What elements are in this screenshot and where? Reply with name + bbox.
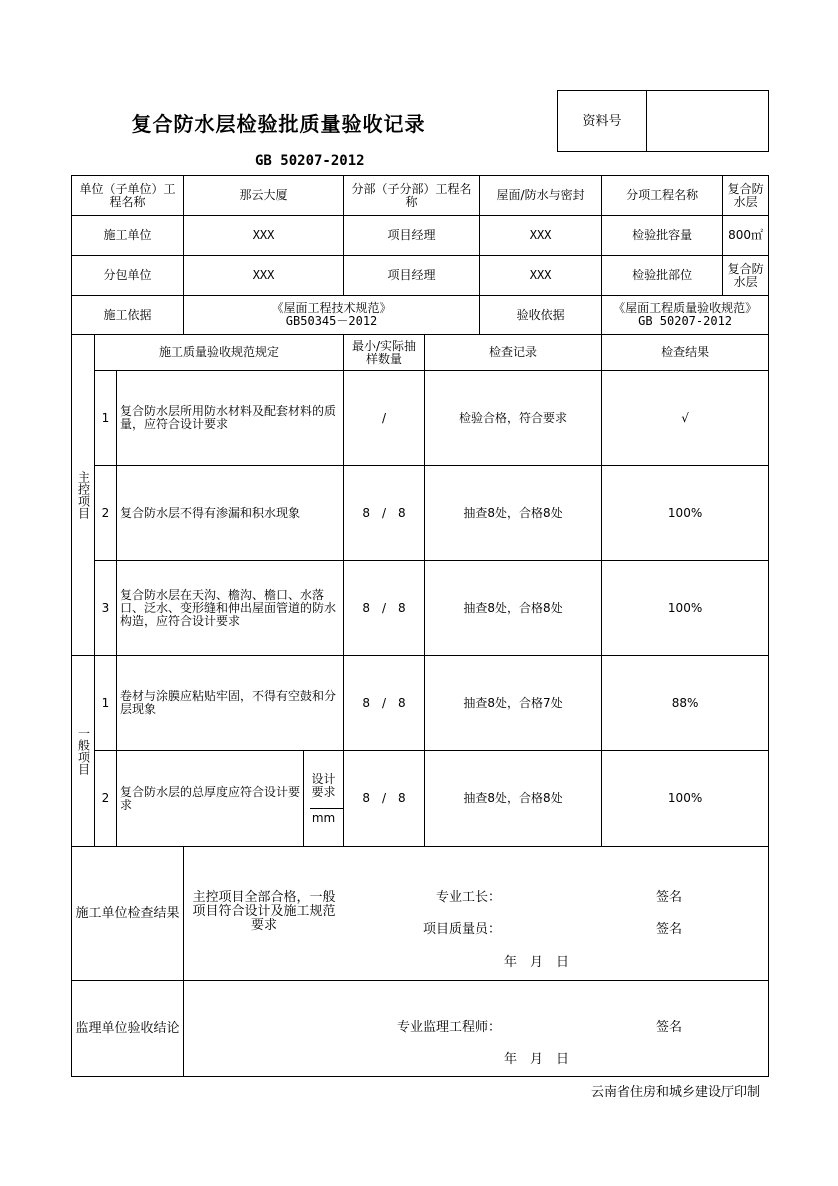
main-row-1-no: 1 [95,371,117,466]
sub-label: 分包单位 [72,256,184,296]
general-row-1-no: 1 [95,656,117,751]
main-row-1-result: √ [602,371,769,466]
supervisor-date: 年 月 日 [504,1052,570,1067]
design-unit: mm [311,810,336,825]
design-req-label: 设计要求 [311,771,336,799]
standard-code: GB 50207-2012 [255,153,365,169]
accept-value-line2: GB 50207-2012 [638,314,733,328]
main-row-2-record: 抽查8处，合格8处 [425,466,602,561]
qa-label: 项目质量员： [423,922,502,937]
accept-value-line1: 《屋面工程质量验收规范》 [613,301,758,315]
contractor-check-text: 主控项目全部合格，一般项目符合设计及施工规范要求 [192,890,336,933]
basis-value-line2: GB50345－2012 [285,314,378,328]
pm-label: 项目经理 [344,216,480,256]
col-spec-header: 施工质量验收规范规定 [95,335,344,371]
capacity-label: 检验批容量 [602,216,723,256]
sub-value: XXX [184,256,344,296]
general-row-2-record: 抽查8处，合格8处 [425,751,602,847]
item-value: 复合防水层 [723,176,769,216]
unit-value: 那云大厦 [184,176,344,216]
general-row-1-record: 抽查8处，合格7处 [425,656,602,751]
main-row-2-text: 复合防水层不得有渗漏和积水现象 [117,466,344,561]
general-row-1-result: 88% [602,656,769,751]
main-row-3-sample: 8 / 8 [344,561,425,656]
contractor-check-label: 施工单位检查结果 [72,847,184,981]
main-row-1-sample: / [344,371,425,466]
general-row-2-text: 复合防水层的总厚度应符合设计要求 [117,751,304,847]
accept-value [602,296,769,335]
main-items-label: 主控项目 [72,335,95,656]
main-row-3-record: 抽查8处，合格8处 [425,561,602,656]
contractor-label: 施工单位 [72,216,184,256]
footer-issuer: 云南省住房和城乡建设厅印制 [590,1085,760,1100]
basis-label: 施工依据 [72,296,184,335]
contractor-value: XXX [184,216,344,256]
part-value: 复合防水层 [723,256,769,296]
col-sample-header: 最小/实际抽样数量 [344,335,425,371]
part-label: 检验批部位 [602,256,723,296]
doc-no-value[interactable] [647,91,769,152]
page-title: 复合防水层检验批质量验收记录 [131,112,426,136]
inspection-table [71,175,769,1077]
engineer-label: 专业监理工程师： [397,1020,502,1035]
main-row-3-result: 100% [602,561,769,656]
general-row-2-no: 2 [95,751,117,847]
capacity-value: 800㎡ [723,216,769,256]
col-record-header: 检查记录 [425,335,602,371]
division-label: 分部（子分部）工程名称 [344,176,480,216]
general-row-2-sample: 8 / 8 [344,751,425,847]
general-items-label: 一般项目 [72,656,95,847]
main-row-1-text: 复合防水层所用防水材料及配套材料的质量，应符合设计要求 [117,371,344,466]
division-value: 屋面/防水与密封 [480,176,602,216]
general-row-1-text: 卷材与涂膜应粘贴牢固，不得有空鼓和分层现象 [117,656,344,751]
doc-number-box [557,90,769,152]
basis-value-line1: 《屋面工程技术规范》 [271,301,392,315]
main-row-3-text: 复合防水层在天沟、檐沟、檐口、水落口、泛水、变形缝和伸出屋面管道的防水构造，应符合设计要求 [117,561,344,656]
design-value-blank[interactable] [310,808,344,809]
foreman-sign-label: 签名 [656,890,683,905]
engineer-sign-label: 签名 [656,1020,683,1035]
main-row-2-sample: 8 / 8 [344,466,425,561]
contractor-check-cell [184,847,769,981]
main-row-2-no: 2 [95,466,117,561]
foreman-label: 专业工长： [436,890,502,905]
basis-value [184,296,480,335]
col-result-header: 检查结果 [602,335,769,371]
pm2-value: XXX [480,256,602,296]
item-label: 分项工程名称 [602,176,723,216]
general-row-2-result: 100% [602,751,769,847]
general-row-1-sample: 8 / 8 [344,656,425,751]
main-row-1-record: 检验合格，符合要求 [425,371,602,466]
pm-value: XXX [480,216,602,256]
unit-label: 单位（子单位）工程名称 [72,176,184,216]
main-row-2-result: 100% [602,466,769,561]
main-row-3-no: 3 [95,561,117,656]
pm2-label: 项目经理 [344,256,480,296]
accept-label: 验收依据 [480,296,602,335]
qa-sign-label: 签名 [656,922,683,937]
general-row-2-design [304,751,344,847]
supervisor-cell [184,981,769,1077]
doc-no-label: 资料号 [558,91,647,152]
contractor-date: 年 月 日 [504,955,570,970]
supervisor-label: 监理单位验收结论 [72,981,184,1077]
